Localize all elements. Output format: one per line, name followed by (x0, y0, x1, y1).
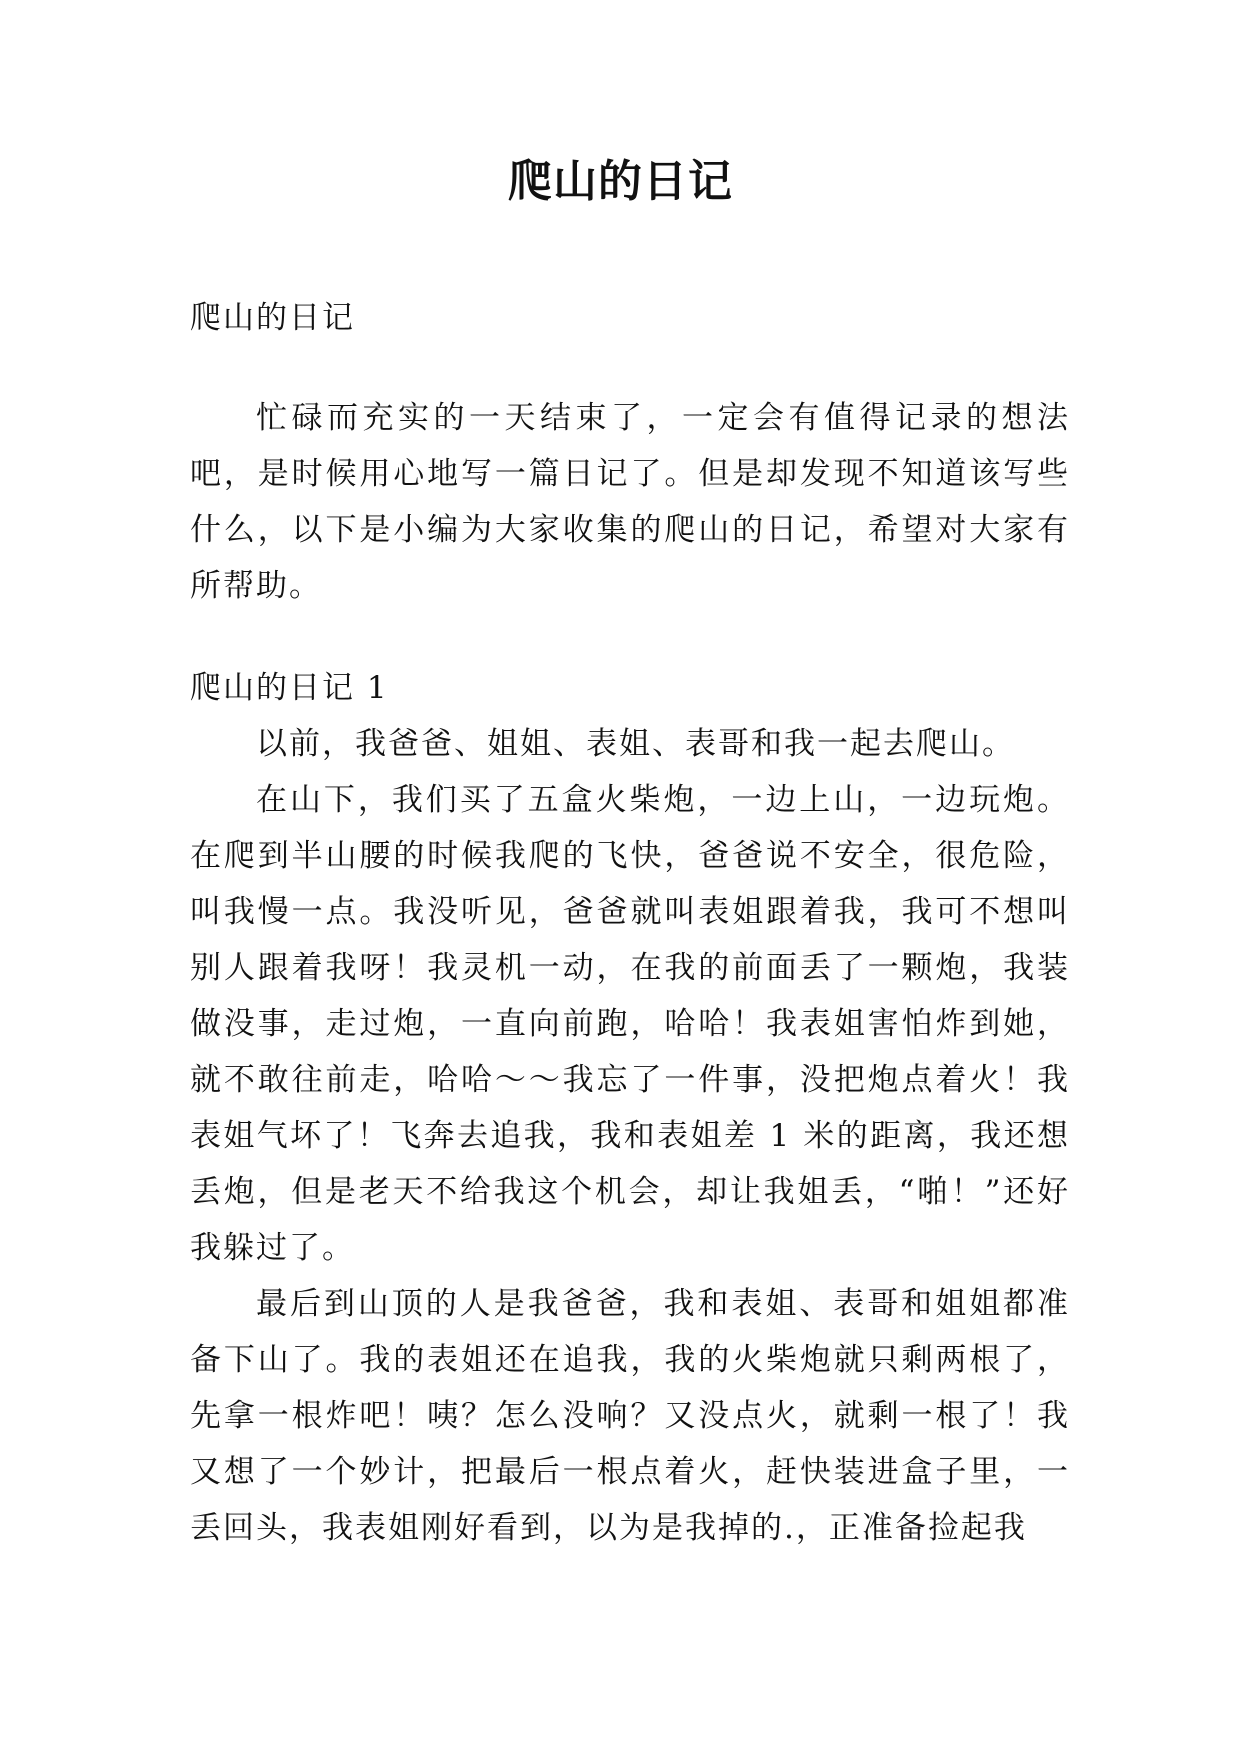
document-subtitle: 爬山的日记 (190, 300, 355, 336)
story-paragraph-2: 在山下，我们买了五盒火柴炮，一边上山，一边玩炮。在爬到半山腰的时候我爬的飞快，爸爸说不安全，很危险，叫我慢一点。我没听见，爸爸就叫表姐跟着我，我可不想叫别人跟着我呀！我灵机一动，在我的前面丢了一颗炮，我装做没事，走过炮，一直向前跑，哈哈！我表姐害怕炸到她，就不敢往前走，哈哈～～我忘了一件事，没把炮点着火！我表姐气坏了！飞奔去追我，我和表姐差 1 米的距离，我还想丢炮，但是老天不给我这个机会，却让我姐丢，“啪！”还好我躲过了。 (190, 782, 1070, 1266)
story-paragraph-3: 最后到山顶的人是我爸爸，我和表姐、表哥和姐姐都准备下山了。我的表姐还在追我，我的火柴炮就只剩两根了，先拿一根炸吧！咦？怎么没响？又没点火，就剩一根了！我又想了一个妙计，把最后一根点着火，赶快装进盒子里，一丢回头，我表姐刚好看到，以为是我掉的.，正准备捡起我 (190, 1286, 1070, 1546)
document-body (190, 290, 1070, 1556)
document-title: 爬山的日记 (508, 156, 733, 207)
story-paragraph-1: 以前，我爸爸、姐姐、表姐、表哥和我一起去爬山。 (256, 726, 1015, 762)
intro-paragraph: 忙碌而充实的一天结束了，一定会有值得记录的想法吧，是时候用心地写一篇日记了。但是却发现不知道该写些什么，以下是小编为大家收集的爬山的日记，希望对大家有所帮助。 (190, 400, 1070, 604)
section-heading: 爬山的日记 1 (190, 670, 389, 706)
